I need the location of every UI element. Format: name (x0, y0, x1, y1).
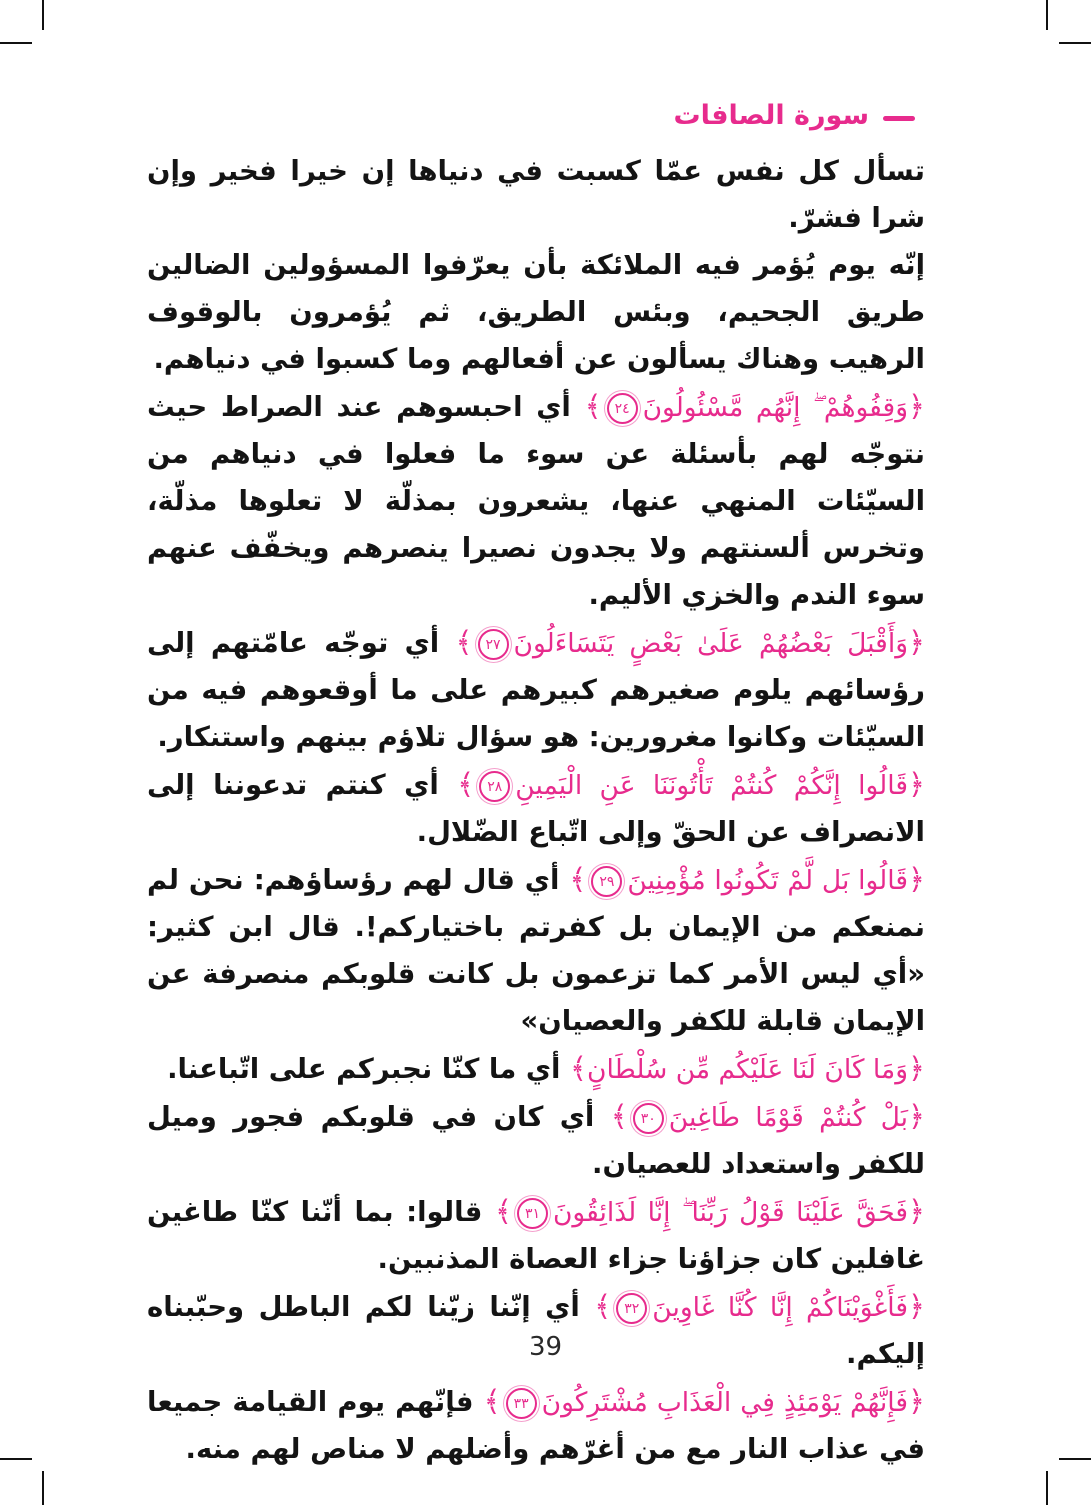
ayah-number-medallion: ٣٠ (633, 1103, 664, 1134)
verse-text: قَالُوا بَل لَّمْ تَكُونُوا مُؤْمِنِينَ (627, 865, 908, 896)
crop-mark-top-right-vertical (1046, 0, 1048, 30)
verse-close-bracket: ﴾ (483, 1384, 501, 1418)
verse-text: وَأَقْبَلَ بَعْضُهُمْ عَلَىٰ بَعْضٍ يَتَسَاءَلُونَ (513, 628, 909, 659)
crop-mark-bottom-left-vertical (42, 1471, 44, 1505)
quran-verse (584, 389, 926, 423)
ayah-number-medallion: ٢٩ (591, 866, 622, 897)
explanation-text: أي قال لهم رؤساؤهم: نحن لم نمنعكم من الإيمان بل كفرتم باختياركم!. قال ابن كثير: «أي ليس الأمر كما تزعمون بل كانت قلوبكم منصرفة عن الإيمان قابلة للكفر والعصيان» (147, 864, 925, 1037)
verse-open-bracket: ﴿ (908, 1384, 926, 1418)
explanation-text: أي توجّه عامّتهم إلى رؤسائهم يلوم صغيرهم كبيرهم على ما أوقعوهم فيه من السيّئات وكانوا مغرورين: هو سؤال تلاؤم بينهم واستنكار. (147, 627, 925, 753)
verse-text: وَقِفُوهُمْ ۖ إِنَّهُم مَّسْئُولُونَ (642, 392, 909, 423)
verse-open-bracket: ﴿ (908, 862, 925, 896)
crop-mark-bottom-left-horizontal (0, 1458, 32, 1460)
verse-text: فَأَغْوَيْنَاكُمْ إِنَّا كُنَّا غَاوِينَ (652, 1292, 908, 1323)
paragraph (147, 761, 925, 856)
verse-text: وَمَا كَانَ لَنَا عَلَيْكُم مِّن سُلْطَانٍ (587, 1054, 908, 1085)
verse-close-bracket: ﴾ (569, 862, 587, 896)
page-number: 39 (528, 1332, 563, 1362)
explanation-text: أي ما كنّا نجبركم على اتّباعنا. (167, 1053, 561, 1085)
body-text: تسأل كل نفس عمّا كسبت في دنياها إن خيرا فخير وإن شرا فشرّ. (147, 155, 925, 234)
crop-mark-bottom-right-horizontal (1059, 1458, 1091, 1460)
verse-close-bracket: ﴾ (457, 767, 475, 801)
explanation-text: أي كنتم تدعوننا إلى الانصراف عن الحقّ وإلى اتّباع الضّلال. (147, 769, 925, 848)
verse-open-bracket: ﴿ (908, 1051, 925, 1085)
verse-close-bracket: ﴾ (594, 1289, 612, 1323)
body-text: إنّه يوم يُؤمر فيه الملائكة بأن يعرّفوا المسؤولين الضالين طريق الجحيم، وبئس الطريق، ثم يُؤمرون بالوقوف الرهيب وهناك يسألون عن أفعالهم وما كسبوا في دنياهم. (147, 249, 925, 375)
explanation-text: قالوا: بما أنّنا كنّا طاغين غافلين كان جزاؤنا جزاء العصاة المذنبين. (147, 1196, 925, 1275)
explanation-text: أي كان في قلوبكم فجور وميل للكفر واستعداد للعصيان. (147, 1101, 925, 1180)
verse-open-bracket: ﴿ (908, 1289, 925, 1323)
quran-verse (483, 1384, 926, 1418)
ayah-number-medallion: ٢٧ (478, 629, 509, 660)
crop-mark-bottom-right-vertical (1046, 1471, 1048, 1505)
header-dash (883, 116, 915, 121)
ayah-number-medallion: ٣٣ (506, 1388, 537, 1419)
quran-verse (569, 862, 925, 896)
paragraph (147, 619, 925, 761)
verse-close-bracket: ﴾ (494, 1194, 512, 1228)
crop-mark-top-right-horizontal (1059, 42, 1091, 44)
paragraph (147, 383, 925, 619)
crop-mark-top-left-horizontal (0, 42, 32, 44)
verse-text: قَالُوا إِنَّكُمْ كُنتُمْ تَأْتُونَنَا عَنِ الْيَمِينِ (515, 770, 908, 801)
verse-close-bracket: ﴾ (570, 1051, 588, 1085)
quran-verse (570, 1051, 925, 1085)
tafsir-text-block (147, 148, 925, 1473)
ayah-number-medallion: ٣١ (517, 1198, 548, 1229)
crop-mark-top-left-vertical (42, 0, 44, 30)
paragraph (147, 1283, 925, 1378)
quran-verse (610, 1099, 926, 1133)
paragraph (147, 856, 925, 1045)
verse-close-bracket: ﴾ (584, 389, 602, 423)
running-head (674, 100, 915, 131)
paragraph (147, 1188, 925, 1283)
paragraph (147, 1378, 925, 1473)
quran-verse (455, 625, 926, 659)
verse-text: فَإِنَّهُمْ يَوْمَئِذٍ فِي الْعَذَابِ مُشْتَرِكُونَ (541, 1387, 909, 1418)
ayah-number-medallion: ٣٢ (616, 1293, 647, 1324)
paragraph (147, 1045, 925, 1093)
quran-verse (594, 1289, 925, 1323)
surah-title: سورة الصافات (673, 100, 869, 131)
quran-verse (457, 767, 925, 801)
verse-open-bracket: ﴿ (908, 625, 926, 659)
paragraph (147, 242, 925, 383)
verse-text: فَحَقَّ عَلَيْنَا قَوْلُ رَبِّنَا ۖ إِنَّا لَذَائِقُونَ (552, 1197, 908, 1228)
verse-close-bracket: ﴾ (455, 625, 473, 659)
explanation-text: أي إنّنا زيّنا لكم الباطل وحبّبناه إليكم. (147, 1291, 925, 1370)
explanation-text: فإنّهم يوم القيامة جميعا في عذاب النار مع من أغرّهم وأضلهم لا مناص لهم منه. (147, 1386, 925, 1465)
ayah-number-medallion: ٢٨ (479, 771, 510, 802)
verse-open-bracket: ﴿ (908, 389, 926, 423)
explanation-text: أي احبسوهم عند الصراط حيث نتوجّه لهم بأسئلة عن سوء ما فعلوا في دنياهم من السيّئات المنهي عنها، يشعرون بمذلّة لا تعلوها مذلّة، وتخرس ألسنتهم ولا يجدون نصيرا ينصرهم ويخفّف عنهم سوء الندم والخزي الأليم. (147, 391, 925, 611)
paragraph (147, 148, 925, 242)
verse-open-bracket: ﴿ (907, 767, 925, 801)
verse-text: بَلْ كُنتُمْ قَوْمًا طَاغِينَ (668, 1102, 909, 1133)
ayah-number-medallion: ٢٤ (607, 393, 638, 424)
verse-open-bracket: ﴿ (908, 1194, 925, 1228)
verse-close-bracket: ﴾ (610, 1099, 628, 1133)
quran-verse (494, 1194, 925, 1228)
paragraph (147, 1093, 925, 1188)
verse-open-bracket: ﴿ (908, 1099, 926, 1133)
